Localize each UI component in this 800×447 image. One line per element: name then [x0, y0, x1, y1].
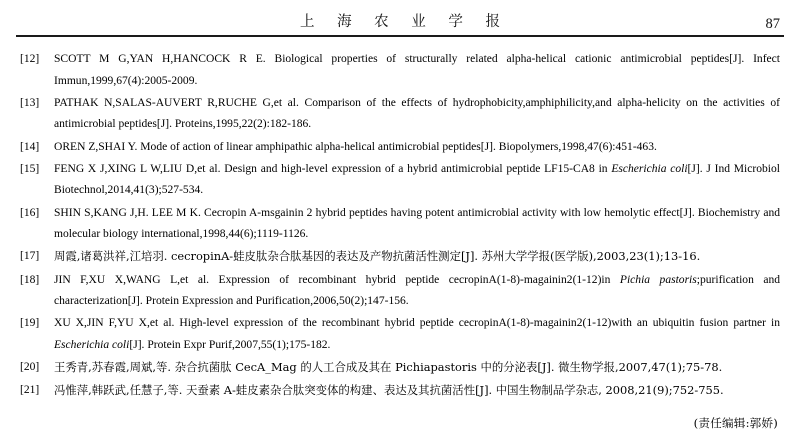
editor-credit: (责任编辑:郭娇)	[693, 416, 778, 430]
species-name: Escherichia coli	[54, 338, 130, 351]
reference-text-run: XU X,JIN F,YU X,et al. High-level expression of the recombinant hybrid peptide cecropinA(1-8)-magainin2(1-12)with an ubiquitin fusion partner in	[54, 317, 780, 330]
reference-entry	[20, 313, 780, 356]
reference-entry	[20, 357, 780, 380]
reference-text	[54, 159, 780, 202]
reference-text	[54, 357, 780, 380]
reference-entry	[20, 159, 780, 202]
reference-marker: [19]	[20, 317, 40, 330]
reference-marker: [18]	[20, 273, 40, 286]
reference-text	[54, 380, 780, 403]
reference-marker: [13]	[20, 96, 40, 109]
reference-text	[54, 270, 780, 313]
reference-text	[54, 93, 780, 136]
reference-marker: [17]	[20, 250, 40, 263]
reference-text-run: 冯惟萍,韩跃武,任慧子,等. 天蚕素 A-蛙皮素杂合肽突变体的构建、表达及其抗菌活性[J]. 中国生物制品学杂志, 2008,21(9);752-755.	[54, 383, 724, 398]
reference-text-run: JIN F,XU X,WANG L,et al. Expression of recombinant hybrid peptide cecropinA(1-8)-magainin2(1-12)in	[54, 273, 620, 286]
species-name: Escherichia coli	[611, 162, 688, 175]
reference-text-run: 王秀青,苏春霞,周斌,等. 杂合抗菌肽 CecA_Mag 的人工合成及其在 Pichiapastoris 中的分泌表[J]. 微生物学报,2007,47(1);75-78.	[54, 360, 723, 375]
reference-marker: [12]	[20, 53, 40, 65]
reference-text	[54, 313, 780, 356]
reference-text-run: SCOTT M G,YAN H,HANCOCK R E. Biological properties of structurally related alpha-helical cationic antimicrobial peptides[J]. Infect Immun,1999,67(4):2005-2009.	[54, 53, 780, 87]
reference-entry	[20, 246, 780, 269]
header-divider	[16, 35, 784, 37]
reference-marker: [15]	[20, 162, 40, 175]
reference-entry	[20, 93, 780, 136]
reference-text-run: [J]. Protein Expr Purif,2007,55(1);175-182.	[129, 338, 331, 351]
page-number: 87	[765, 16, 780, 32]
reference-entry	[20, 49, 780, 92]
reference-marker: [20]	[20, 361, 40, 374]
reference-entry	[20, 137, 780, 159]
reference-text-run: SHIN S,KANG J,H. LEE M K. Cecropin A-msgainin 2 hybrid peptides having potent antimicrobial activity with low hemolytic effect[J]. Biochemistry and molecular biology international,1998,44(6);1119-1126.	[54, 206, 780, 241]
reference-text-run: OREN Z,SHAI Y. Mode of action of linear amphipathic alpha-helical antimicrobial peptides[J]. Biopolymers,1998,47(6):451-463.	[54, 140, 657, 153]
reference-marker: [14]	[20, 140, 40, 153]
reference-list	[14, 49, 786, 403]
reference-entry	[20, 380, 780, 403]
reference-marker: [16]	[20, 206, 40, 219]
species-name: Pichia pastoris	[619, 273, 697, 286]
reference-text-run: ;purification and characterization[J]. Protein Expression and Purification,2006,50(2);147-156.	[54, 273, 781, 308]
reference-entry	[20, 203, 780, 246]
reference-text	[54, 49, 780, 92]
reference-text-run: [J]. J Ind Microbiol Biotechnol,2014,41(3);527-534.	[54, 162, 780, 197]
reference-text	[54, 246, 780, 269]
reference-text-run: 周霞,诸葛洪祥,江培羽. cecropinA-蛙皮肽杂合肽基因的表达及产物抗菌活性测定[J]. 苏州大学学报(医学版),2003,23(1);13-16.	[54, 249, 701, 264]
reference-text-run: FENG X J,XING L W,LIU D,et al. Design and high-level expression of a hybrid antimicrobial peptide LF15-CA8 in	[54, 162, 612, 175]
reference-text	[54, 137, 780, 159]
reference-text-run: PATHAK N,SALAS-AUVERT R,RUCHE G,et al. Comparison of the effects of hydrophobicity,amphiphilicity,and alpha-helicity on the activities of antimicrobial peptides[J]. Proteins,1995,22(2):182-186.	[54, 96, 780, 131]
reference-text	[54, 203, 780, 246]
journal-title: 上 海 农 业 学 报	[299, 14, 510, 30]
reference-entry	[20, 270, 780, 313]
reference-marker: [21]	[20, 384, 40, 397]
running-header	[14, 0, 786, 34]
